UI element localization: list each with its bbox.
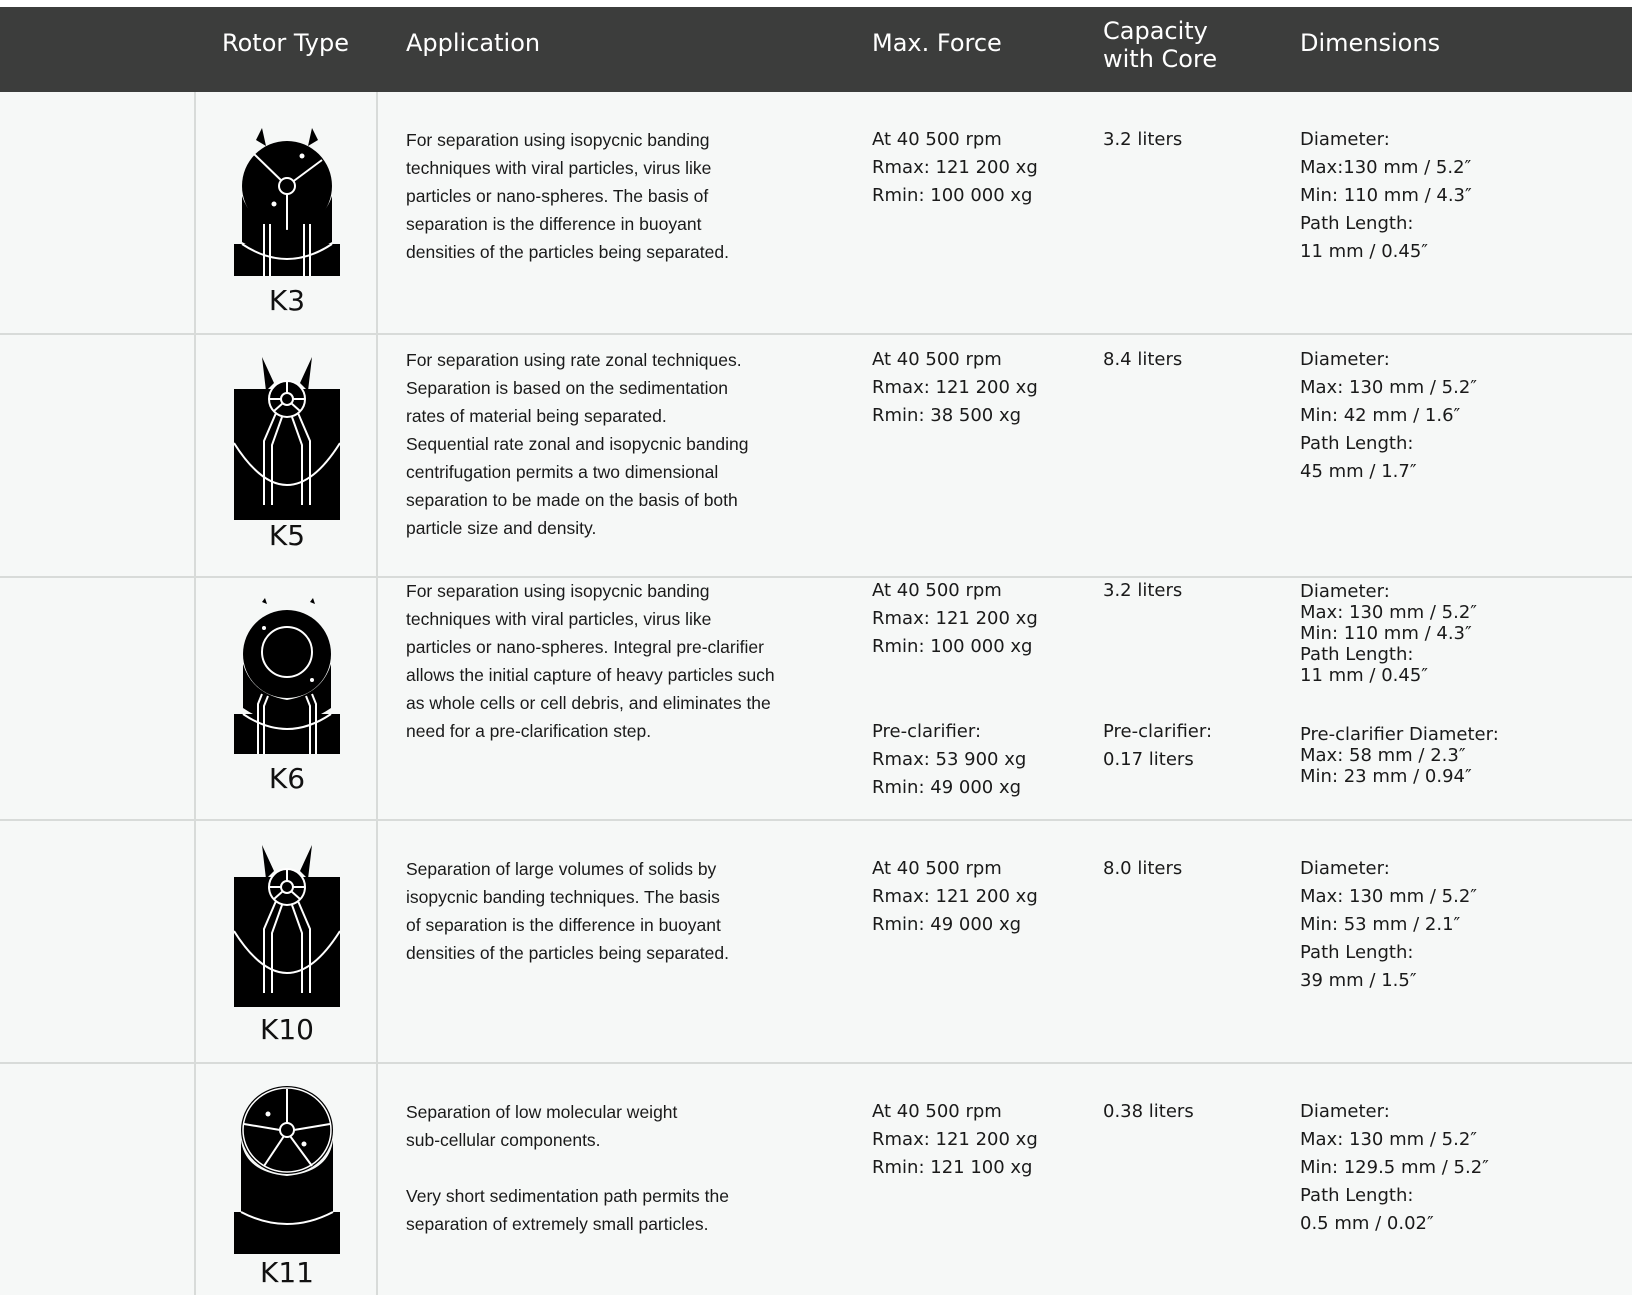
dimensions-text: Diameter: Max:130 mm / 5.2″ Min: 110 mm / 4.3″ Path Length: 11 mm / 0.45″ (1300, 129, 1472, 262)
rotor-cell (196, 335, 378, 576)
rotor-cell (196, 821, 378, 1062)
header-rotor-type: Rotor Type (222, 29, 349, 57)
rotor-name: K6 (268, 762, 306, 795)
table-header (0, 7, 1632, 92)
max-force-text: At 40 500 rpm Rmax: 121 200 xg Rmin: 38 500 xg (872, 349, 1038, 426)
capacity-text: 8.0 liters (1103, 858, 1183, 879)
capacity-text: 8.4 liters (1103, 349, 1183, 370)
rotor-k6-icon (234, 598, 340, 754)
application-text: Separation of low molecular weight sub-cellular components. Very short sedimentation path permits the separation of extremely small particles. (406, 1102, 729, 1234)
application-text: Separation of large volumes of solids by isopycnic banding techniques. The basis of separation is the difference in buoyant densities of the particles being separated. (406, 859, 729, 963)
rotor-name: K3 (268, 284, 306, 317)
header-capacity: Capacity with Core (1103, 17, 1218, 73)
capacity-text: 0.38 liters (1103, 1101, 1194, 1122)
max-force-text: At 40 500 rpm Rmax: 121 200 xg Rmin: 100 000 xg (872, 129, 1038, 206)
pre-clarifier-force-text: Pre-clarifier: Rmax: 53 900 xg Rmin: 49 000 xg (872, 721, 1027, 798)
rotor-k5-icon (234, 355, 340, 520)
max-force-text: At 40 500 rpm Rmax: 121 200 xg Rmin: 49 000 xg (872, 858, 1038, 935)
max-force-text: At 40 500 rpm Rmax: 121 200 xg Rmin: 100 000 xg (872, 580, 1038, 657)
pre-clarifier-dimensions-text: Pre-clarifier Diameter: Max: 58 mm / 2.3″ Min: 23 mm / 0.94″ (1300, 724, 1499, 787)
table-row (0, 92, 1632, 335)
rotor-name: K11 (260, 1256, 314, 1289)
rotor-cell (196, 578, 378, 819)
application-text: For separation using isopycnic banding techniques with viral particles, virus like particles or nano-spheres. The basis of separation is the difference in buoyant densities of the particles being separated. (406, 130, 729, 262)
header-max-force: Max. Force (872, 29, 1002, 57)
dimensions-text: Diameter: Max: 130 mm / 5.2″ Min: 42 mm / 1.6″ Path Length: 45 mm / 1.7″ (1300, 349, 1478, 482)
table-row (0, 1064, 1632, 1295)
application-text: For separation using isopycnic banding techniques with viral particles, virus like particles or nano-spheres. Integral pre-clarifier allows the initial capture of heavy particles such as whole cells or cell debris, and eliminates the need for a pre-clarification step. (406, 581, 775, 741)
rotor-cell (196, 1064, 378, 1295)
rotor-name: K5 (268, 519, 306, 552)
header-dimensions: Dimensions (1300, 29, 1441, 57)
capacity-text: 3.2 liters (1103, 580, 1183, 601)
dimensions-text: Diameter: Max: 130 mm / 5.2″ Min: 110 mm / 4.3″ Path Length: 11 mm / 0.45″ (1300, 581, 1478, 686)
header-application: Application (406, 29, 541, 57)
rotor-k10-icon (234, 843, 340, 1007)
dimensions-text: Diameter: Max: 130 mm / 5.2″ Min: 53 mm / 2.1″ Path Length: 39 mm / 1.5″ (1300, 858, 1478, 991)
rotor-k3-icon (234, 126, 340, 276)
max-force-text: At 40 500 rpm Rmax: 121 200 xg Rmin: 121 100 xg (872, 1101, 1038, 1178)
table-row (0, 821, 1632, 1064)
rotor-name: K10 (260, 1013, 314, 1046)
pre-clarifier-capacity-text: Pre-clarifier: 0.17 liters (1103, 721, 1213, 770)
capacity-text: 3.2 liters (1103, 129, 1183, 150)
dimensions-text: Diameter: Max: 130 mm / 5.2″ Min: 129.5 mm / 5.2″ Path Length: 0.5 mm / 0.02″ (1300, 1101, 1489, 1234)
table-row (0, 578, 1632, 821)
table-row (0, 335, 1632, 578)
rotor-cell (196, 92, 378, 333)
rotor-k11-icon (234, 1084, 340, 1254)
application-text: For separation using rate zonal techniques. Separation is based on the sedimentation rates of material being separated. Sequential rate zonal and isopycnic banding centrifugation permits a two dimensional separation to be made on the basis of both particle size and density. (406, 350, 749, 538)
